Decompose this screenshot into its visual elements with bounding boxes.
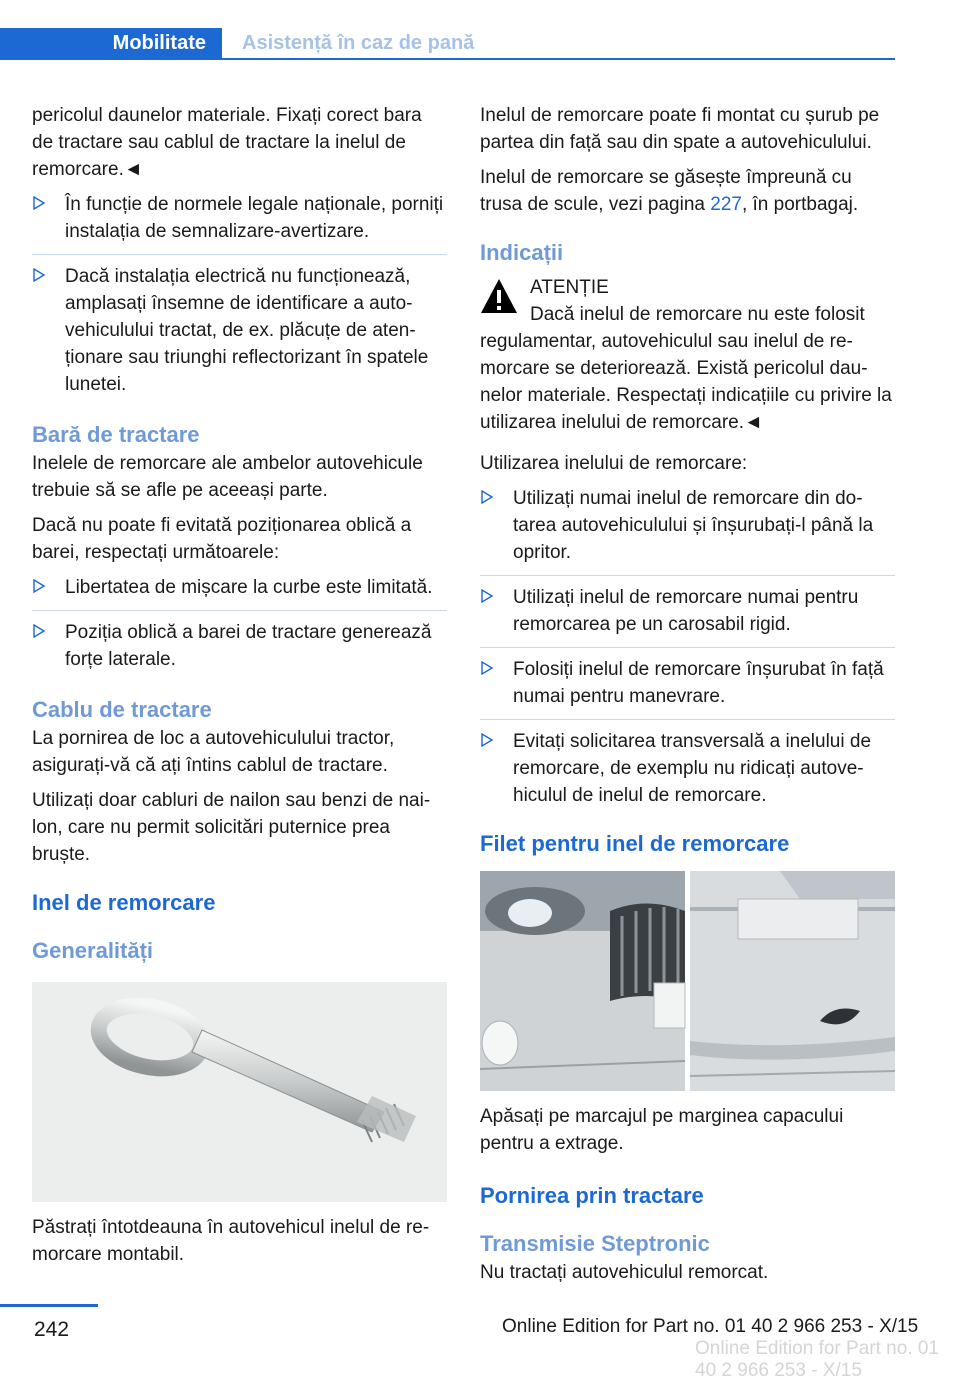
page-number: 242 xyxy=(34,1318,70,1341)
triangle-right-outline-icon xyxy=(32,268,46,282)
list-item xyxy=(32,191,447,245)
warning-text: regulamentar, autovehiculul sau inelul de remorcare se deteriorează. Există pericolul daunelor materiale. Respectați indicațiile cu privire la utilizarea inelului de remorcare.◄ xyxy=(480,331,892,433)
list-item-text: Poziția oblică a barei de tractare generează forțe laterale. xyxy=(65,622,432,670)
divider xyxy=(480,647,895,648)
tab-asistenta[interactable] xyxy=(222,28,895,60)
paragraph: Dacă nu poate fi evitată poziționarea oblică a barei, respectați următoarele: xyxy=(32,515,412,563)
paragraph: Utilizarea inelului de remorcare: xyxy=(480,453,748,474)
heading-generalitati: Generalități xyxy=(32,938,154,963)
paragraph: Utilizați doar cabluri de nailon sau benzi de nailon, care nu permit solicitări puternice prea bruște. xyxy=(32,790,431,865)
right-column xyxy=(480,102,895,1294)
divider xyxy=(480,575,895,576)
list-item-text: Utilizați inelul de remorcare numai pentru remorcarea pe un carosabil rigid. xyxy=(513,587,859,635)
paragraph xyxy=(480,164,895,218)
list-item-text: Dacă instalația electrică nu funcționează, amplasați însemne de identificare a autovehiculului tractat, de ex. plăcuțe de atenționare sau triunghi reflectorizant în spatele lunetei. xyxy=(65,266,429,395)
triangle-right-outline-icon xyxy=(480,733,494,747)
paragraph: Nu tractați autovehiculul remorcat. xyxy=(480,1262,769,1283)
edition-text: Online Edition for Part no. 01 40 2 966 253 - X/15 xyxy=(502,1316,919,1337)
tab-mobilitate[interactable] xyxy=(0,28,222,60)
heading-pornirea-prin-tractare: Pornirea prin tractare xyxy=(480,1183,704,1208)
heading-bara-de-tractare: Bară de tractare xyxy=(32,422,200,447)
divider xyxy=(32,254,447,255)
figure-caption: Apăsați pe marcajul pe marginea capacului pentru a extrage. xyxy=(480,1106,844,1154)
list-item-text: Libertatea de mișcare la curbe este limitată. xyxy=(65,577,433,598)
heading-inel-de-remorcare: Inel de remorcare xyxy=(32,890,216,915)
paragraph: Inelele de remorcare ale ambelor autovehicule trebuie să se afle pe aceeași parte. xyxy=(32,453,423,501)
triangle-right-outline-icon xyxy=(480,490,494,504)
list-item xyxy=(480,728,895,809)
triangle-right-outline-icon xyxy=(32,579,46,593)
paragraph: La pornirea de loc a autovehiculului tractor, asigurați-vă că ați întins cablul de tractare. xyxy=(32,728,395,776)
watermark-text: Online Edition for Part no. 01 40 2 966 253 - X/15 xyxy=(695,1338,939,1381)
paragraph: Inelul de remorcare poate fi montat cu șurub pe partea din față sau din spate a autovehiculului. xyxy=(480,105,880,153)
list-item xyxy=(32,263,447,398)
heading-transmisie-steptronic: Transmisie Steptronic xyxy=(480,1231,710,1256)
left-column xyxy=(32,102,447,1276)
figure-caption: Păstrați întotdeauna în autovehicul inelul de remorcare montabil. xyxy=(32,1217,430,1265)
list-item xyxy=(32,574,447,601)
list-item-text: Folosiți inelul de remorcare înșurubat în față numai pentru manevrare. xyxy=(513,659,884,707)
list-item-text: Utilizați numai inelul de remorcare din dotarea autovehiculului și înșurubați-l până la opritor. xyxy=(513,488,874,563)
bumper-photos-illustration xyxy=(480,871,895,1091)
list-item xyxy=(480,656,895,710)
heading-filet: Filet pentru inel de remorcare xyxy=(480,831,790,856)
warning-triangle-icon xyxy=(480,278,518,314)
divider xyxy=(32,610,447,611)
heading-cablu-de-tractare: Cablu de tractare xyxy=(32,697,212,722)
list-item-text: Evitați solicitarea transversală a inelului de remorcare, de exemplu nu ridicați autovehiculul de inelul de remorcare. xyxy=(513,731,872,806)
tow-ring-image xyxy=(32,982,447,1202)
divider xyxy=(480,719,895,720)
list-item xyxy=(32,619,447,673)
intro-paragraph: pericolul daunelor materiale. Fixați corect bara de tractare sau cablul de tractare la inelul de remorcare.◄ xyxy=(32,105,422,180)
tab-mobilitate-label: Mobilitate xyxy=(112,32,206,54)
triangle-right-outline-icon xyxy=(32,624,46,638)
warning-title: ATENȚIE xyxy=(530,277,609,298)
list-item-text: În funcție de normele legale naționale, porniți instalația de semnalizare-avertizare. xyxy=(65,194,444,242)
list-item xyxy=(480,584,895,638)
triangle-right-outline-icon xyxy=(32,196,46,210)
triangle-right-outline-icon xyxy=(480,661,494,675)
page-reference-link[interactable]: 227 xyxy=(710,194,742,215)
heading-indicatii: Indicații xyxy=(480,240,564,265)
triangle-right-outline-icon xyxy=(480,589,494,603)
list-item xyxy=(480,485,895,566)
text-run: , în portbagaj. xyxy=(741,194,859,215)
footer-accent-line xyxy=(0,1304,98,1307)
page-header xyxy=(0,28,895,60)
warning-first-line: Dacă inelul de remorcare nu este folosit xyxy=(530,304,865,325)
warning-box xyxy=(480,274,895,436)
bumper-images xyxy=(480,871,895,1091)
tow-ring-illustration xyxy=(32,982,447,1202)
text-run: Inelul de remorcare se găsește împreună cu trusa de scule, vezi pagina xyxy=(480,167,852,215)
tab-asistenta-label: Asistență în caz de pană xyxy=(242,32,475,54)
